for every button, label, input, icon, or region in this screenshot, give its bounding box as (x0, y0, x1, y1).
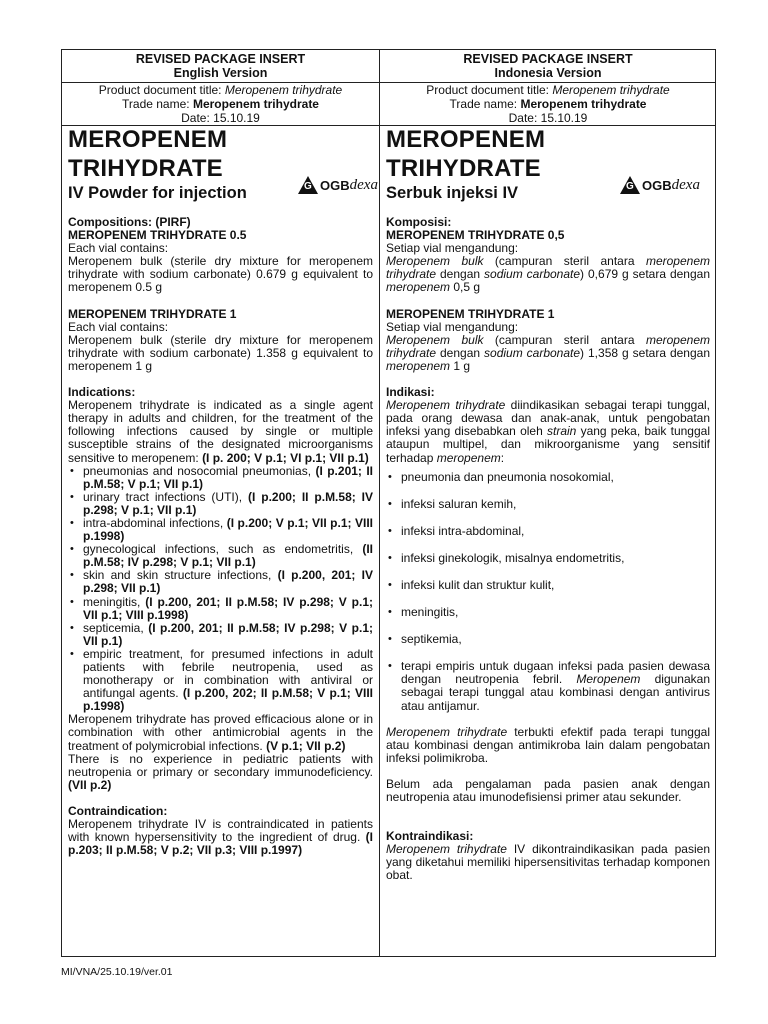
insert-table (61, 49, 716, 957)
list-item: • meningitis, (386, 606, 710, 619)
contraindication-heading: Contraindication: (68, 803, 168, 818)
list-item: • intra-abdominal infections, (I p.200; V p.1; VII p.1; VIII p.1998) (68, 517, 373, 543)
indications-list (68, 465, 373, 714)
compositions-heading: Komposisi: (386, 215, 452, 229)
indonesia-column (380, 50, 716, 956)
dosage-form: IV Powder for injection (68, 184, 247, 202)
doc-title-line: Product document title: Meropenem trihydrate (426, 83, 670, 97)
section-heading: MEROPENEM TRIHYDRATE 1 (386, 306, 555, 321)
list-item: • infeksi saluran kemih, (386, 498, 710, 511)
contraindication-text: Meropenem trihydrate IV is contraindicated in patients with known hypersensitivity to the ingredient of drug. (I p.203; II p.M.58; V p.2; VII p.3; VIII p.1997) (68, 817, 373, 858)
list-item: • infeksi kulit dan struktur kulit, (386, 579, 710, 592)
list-item: • pneumonias and nosocomial pneumonias, (I p.201; II p.M.58; V p.1; VII p.1) (68, 465, 373, 491)
pediatric-text: Belum ada pengalaman pada pasien anak dengan neutropenia atau imunodefisiensi primer atau sekunder. (386, 776, 710, 804)
list-item: • septicemia, (I p.200, 201; II p.M.58; IV p.298; V p.1; VII p.1) (68, 622, 373, 648)
ogb-dexa-logo: G OGB dexa (620, 176, 700, 194)
indonesia-header (380, 52, 716, 80)
drug-title: MEROPENEM TRIHYDRATE (68, 126, 228, 182)
indonesia-meta (380, 83, 716, 125)
english-body: Compositions: (PIRF) MEROPENEM TRIHYDRATE 0.5 Each vial contains: Meropenem bulk (sterile dry mixture for meropenem trihydrate with sodium carbonate) 0.679 g equivalent to meropenem 0.5 g MEROPENEM TRIHYDRATE 1 Each vial contains: Meropenem bulk (sterile dry mixture for meropenem trihydrate with sodium carbonate) 1.358 g equivalent to meropenem 1 g Indications: Meropenem trihydrate is indicated as a single agent therapy in adults and children, for the treatment of the following infections caused by single or multiple susceptible strains of the designated microorganisms sensitive to meropenem: (I p. 200; V p.1; VI p.1; VII p.1) • pneumonias and nosocomial pneumonias, (I p.201; II p.M.58; V p.1; VII p.1) • urinary tract infections (UTI), (I p.200; II p.M.58; IV p.298; V p.1; VII p.1) • intra-abdominal infections, (I p.200; V p.1; VII p.1; VIII p.1998) • gynecological infections, such as endometritis, (II p.M.58; IV p.298; V p.1; VII p.1) • skin and skin structure infections, (I p.200, 201; IV p.298; VII p.1) • meningitis, (I p.200, 201; II p.M.58; IV p.298; V p.1; VII p.1; VIII p.1998) • septicemia, (I p.200, 201; II p.M.58; IV p.298; V p.1; VII p.1) • empiric treatment, for presumed infections in adult patients with febrile neutropenia, used as monotherapy or in combination with antiviral or antifungal agents. (I p.200, 202; II p.M.58; V p.1; VIII p.1998) Meropenem trihydrate has proved efficacious alone or in combination with other antimicrobial agents in the treatment of polymicrobial infections. (V p.1; VII p.2) There is no experience in pediatric patients with neutropenia or primary or secondary immunodeficiency. (VII p.2) Contraindication: Meropenem trihydrate IV is contraindicated in patients with known hypersensitivity to the ingredient of drug. (I p.203; II p.M.58; V p.2; VII p.3; VIII p.1997) (68, 216, 373, 857)
composition-text: Meropenem bulk (sterile dry mixture for meropenem trihydrate with sodium carbonate) 1.358 g equivalent to meropenem 1 g (68, 332, 373, 373)
composition-text: Meropenem bulk (campuran steril antara meropenem trihydrate dengan sodium carbonate) 1,358 g setara dengan meropenem 1 g (386, 332, 711, 373)
english-column (62, 50, 379, 956)
section-heading: MEROPENEM TRIHYDRATE 1 (68, 306, 237, 321)
indications-heading: Indications: (68, 385, 136, 400)
section-heading: MEROPENEM TRIHYDRATE 0,5 (386, 228, 565, 243)
efficacy-text: Meropenem trihydrate has proved efficacious alone or in combination with other antimicrobial agents in the treatment of polymicrobial infections. (V p.1; VII p.2) (68, 712, 373, 753)
section-heading: MEROPENEM TRIHYDRATE 0.5 (68, 228, 247, 243)
list-item: • meningitis, (I p.200, 201; II p.M.58; IV p.298; V p.1; VII p.1; VIII p.1998) (68, 596, 373, 622)
indications-text: Meropenem trihydrate is indicated as a single agent therapy in adults and children, for the treatment of the following infections caused by single or multiple susceptible strains of the designated microorganisms sensitive to meropenem: (I p. 200; V p.1; VI p.1; VII p.1) (68, 398, 373, 465)
list-item: • pneumonia dan pneumonia nosokomial, (386, 471, 710, 484)
composition-text: Meropenem bulk (campuran steril antara meropenem trihydrate dengan sodium carbonate) 0,679 g setara dengan meropenem 0,5 g (386, 254, 711, 295)
header-title: REVISED PACKAGE INSERT (135, 52, 306, 66)
document-code: MI/VNA/25.10.19/ver.01 (61, 966, 173, 978)
list-item: • gynecological infections, such as endometritis, (II p.M.58; IV p.298; V p.1; VII p.1) (68, 543, 373, 569)
list-item: • skin and skin structure infections, (I p.200, 201; IV p.298; VII p.1) (68, 569, 373, 595)
indications-heading: Indikasi: (386, 385, 435, 400)
english-meta (62, 83, 379, 125)
drug-title: MEROPENEM TRIHYDRATE (386, 126, 546, 182)
list-item: • terapi empiris untuk dugaan infeksi pada pasien dewasa dengan neutropenia febril. Meropenem digunakan sebagai terapi tunggal atau kombinasi dengan antivirus atau antijamur. (386, 660, 710, 712)
date-line: Date: 15.10.19 (508, 111, 588, 125)
trade-name-line: Trade name: Meropenem trihydrate (122, 97, 319, 111)
list-item: • empiric treatment, for presumed infections in adult patients with febrile neutropenia, used as monotherapy or in combination with antiviral or antifungal agents. (I p.200, 202; II p.M.58; V p.1; VIII p.1998) (68, 648, 373, 713)
list-item: • infeksi intra-abdominal, (386, 525, 710, 538)
indications-text: Meropenem trihydrate diindikasikan sebagai terapi tunggal, pada orang dewasa dan anak-anak, untuk pengobatan infeksi yang disebabkan oleh strain yang peka, baik tunggal ataupun multipel, dan mikroorganisme yang sensitif terhadap meropenem: (386, 398, 710, 465)
efficacy-text: Meropenem trihydrate terbukti efektif pada terapi tunggal atau kombinasi dengan antimikroba lain dalam pengobatan infeksi polimikroba. (386, 724, 710, 765)
indonesia-body: Komposisi: MEROPENEM TRIHYDRATE 0,5 Setiap vial mengandung: Meropenem bulk (campuran steril antara meropenem trihydrate dengan sodium carbonate) 0,679 g setara dengan meropenem 0,5 g MEROPENEM TRIHYDRATE 1 Setiap vial mengandung: Meropenem bulk (campuran steril antara meropenem trihydrate dengan sodium carbonate) 1,358 g setara dengan meropenem 1 g Indikasi: Meropenem trihydrate diindikasikan sebagai terapi tunggal, pada orang dewasa dan anak-anak, untuk pengobatan infeksi yang disebabkan oleh strain yang peka, baik tunggal ataupun multipel, dan mikroorganisme yang sensitif terhadap meropenem: • pneumonia dan pneumonia nosokomial, • infeksi saluran kemih, • infeksi intra-abdominal, • infeksi ginekologik, misalnya endometritis, • infeksi kulit dan struktur kulit, • meningitis, • septikemia, • terapi empiris untuk dugaan infeksi pada pasien dewasa dengan neutropenia febril. Meropenem digunakan sebagai terapi tunggal atau kombinasi dengan antivirus atau antijamur. Meropenem trihydrate terbukti efektif pada terapi tunggal atau kombinasi dengan antimikroba lain dalam pengobatan infeksi polimikroba. Belum ada pengalaman pada pasien anak dengan neutropenia atau imunodefisiensi primer atau sekunder. Kontraindikasi: Meropenem trihydrate IV dikontraindikasikan pada pasien yang diketahui memiliki hipersensitivitas terhadap komponen obat. (386, 216, 710, 882)
date-line: Date: 15.10.19 (181, 111, 260, 125)
composition-text: Meropenem bulk (sterile dry mixture for meropenem trihydrate with sodium carbonate) 0.679 g equivalent to meropenem 0.5 g (68, 254, 373, 295)
contraindication-text: Meropenem trihydrate IV dikontraindikasikan pada pasien yang diketahui memiliki hipersensitivitas terhadap komponen obat. (386, 842, 710, 883)
header-title: REVISED PACKAGE INSERT (463, 52, 633, 66)
compositions-heading: Compositions: (PIRF) (68, 215, 191, 229)
trade-name-line: Trade name: Meropenem trihydrate (449, 97, 647, 111)
triangle-logo-icon: G (620, 176, 640, 194)
ogb-dexa-logo: G OGB dexa (298, 176, 378, 194)
indications-list (386, 471, 710, 713)
triangle-logo-icon: G (298, 176, 318, 194)
dosage-form: Serbuk injeksi IV (386, 184, 519, 202)
doc-title-line: Product document title: Meropenem trihydrate (98, 83, 343, 97)
header-version: Indonesia Version (494, 66, 602, 80)
header-version: English Version (173, 66, 268, 80)
pediatric-text: There is no experience in pediatric patients with neutropenia or primary or secondary immunodeficiency. (VII p.2) (68, 751, 373, 792)
list-item: • urinary tract infections (UTI), (I p.200; II p.M.58; IV p.298; V p.1; VII p.1) (68, 491, 373, 517)
contraindication-heading: Kontraindikasi: (386, 829, 474, 844)
english-header (62, 52, 379, 80)
list-item: • infeksi ginekologik, misalnya endometritis, (386, 552, 710, 565)
list-item: • septikemia, (386, 633, 710, 646)
